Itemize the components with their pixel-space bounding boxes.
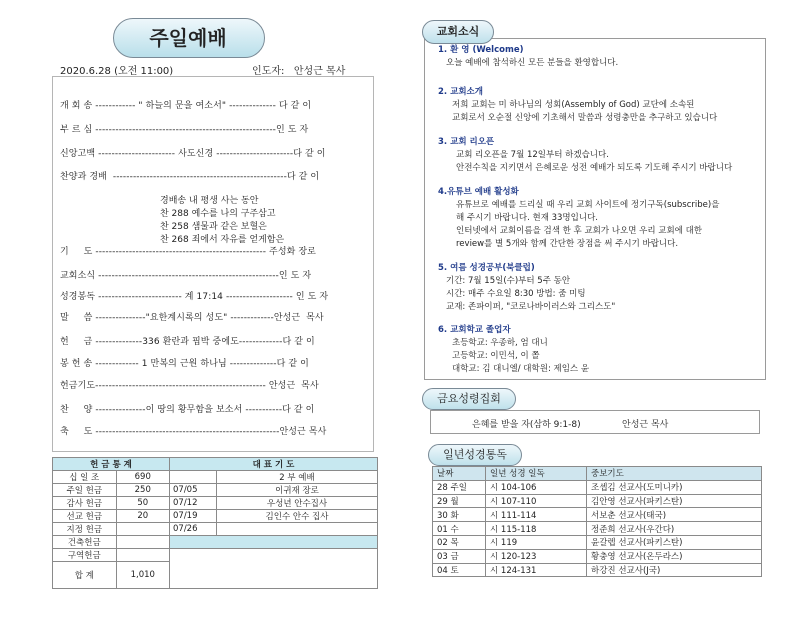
reading-date: 03 금 [433,549,486,563]
news-line: 안전수칙을 지키면서 은혜로운 성전 예배가 되도록 기도해 주시기 바랍니다 [456,163,733,173]
prayer-date: 07/05 [170,484,217,497]
news-line: review를 별 5개와 함께 간단한 장점을 써 주시기 바랍니다. [456,239,679,249]
news-item [438,262,615,314]
reading-date: 29 월 [433,494,486,508]
offering-label: 지정 헌금 [53,523,117,536]
page-title: 주일예배 [149,26,227,50]
prayer-name: 우성년 안수집사 [217,497,378,510]
news-line: 인터넷에서 교회이름을 검색 한 후 교회가 나오면 우리 교회에 대한 [456,226,703,236]
news-item [438,136,732,175]
order-item: 교회소식 ------------------------------------------------------인 도 자 [60,271,312,281]
order-item: 찬 양 ---------------이 땅의 황무함을 보소서 -----------다 같 이 [60,405,315,415]
church-news-title: 교회소식 [422,20,494,44]
service-date: 2020.6.28 (오전 11:00) [60,66,174,77]
friday-service-title: 금요성령집회 [422,388,516,410]
offering-amount: 50 [116,497,169,510]
news-item [438,324,589,376]
table-row [433,480,762,494]
friday-service-text: 은혜를 받을 자(삼하 9:1-8) [472,420,581,430]
reading-date: 01 수 [433,522,486,536]
news-line: 교재: 존파이퍼, "코로나바이러스와 그리스도" [446,302,616,312]
prayer-empty-cell [170,549,378,589]
news-heading: 4.유튜브 예배 활성화 [438,187,519,197]
table-row [433,522,762,536]
offering-amount [116,536,169,549]
reading-passage: 시 107-110 [486,494,587,508]
prayer-name [217,523,378,536]
prayer-empty-cell [170,536,378,549]
prayer-title: 대 표 기 도 [170,458,378,471]
bible-reading-table [432,466,762,577]
reading-passage: 시 104-106 [486,480,587,494]
hymn-item: 찬 288 예수를 나의 구주삼고 [160,209,276,219]
reading-passage: 시 115-118 [486,522,587,536]
order-item: 신앙고백 ----------------------- 사도신경 -----------------------다 같 이 [60,149,326,159]
order-item: 헌금기도--------------------------------------------------- 안성근 목사 [60,381,319,391]
offering-title: 헌 금 통 계 [53,458,170,471]
table-row [433,549,762,563]
news-heading: 6. 교회학교 졸업자 [438,325,511,335]
reading-header: 중보기도 [587,467,762,481]
offering-amount: 250 [116,484,169,497]
church-news [424,38,764,378]
offering-label: 주일 헌금 [53,484,117,497]
news-line: 저희 교회는 미 하나님의 성회(Assembly of God) 교단에 소속된 [452,100,695,110]
reading-prayer: 윤갈렙 선교사(파키스탄) [587,535,762,549]
offering-label: 구역헌금 [53,549,117,562]
reading-passage: 시 124-131 [486,563,587,577]
news-line: 고등학교: 이민석, 이 쫄 [452,351,540,361]
table-row [433,535,762,549]
table-row [433,563,762,577]
offering-prayer-table [52,457,378,589]
news-item [438,44,618,70]
news-line: 해 주시기 바랍니다. 현재 33명입니다. [456,213,598,223]
hymn-item: 찬 268 죄에서 자유를 얻게함은 [160,235,285,245]
order-item: 부 르 심 ------------------------------------------------------인 도 자 [60,125,309,135]
news-line: 시간: 매주 수요일 8:30 방법: 줌 미팅 [446,289,586,299]
service-leader: 인도자: 안성근 목사 [252,66,346,77]
prayer-date [170,471,217,484]
news-heading: 2. 교회소개 [438,87,483,97]
news-line: 오늘 예배에 참석하신 모든 분들을 환영합니다. [446,58,619,68]
reading-header: 일년 성경 일독 [486,467,587,481]
order-item: 말 씀 ---------------"요한계시록의 성도" -------------안성근 목사 [60,313,324,323]
order-item: 개 회 송 ------------ " 하늘의 문을 여소서" -------------- 다 같 이 [60,101,312,111]
order-of-worship [52,76,372,450]
reading-passage: 시 119 [486,535,587,549]
reading-date: 28 주일 [433,480,486,494]
reading-prayer: 김안영 선교사(파키스탄) [587,494,762,508]
prayer-date: 07/12 [170,497,217,510]
friday-service-speaker: 안성근 목사 [622,420,669,430]
table-row [433,508,762,522]
reading-header: 날짜 [433,467,486,481]
bible-reading-title: 일년성경통독 [428,444,522,466]
order-item: 축 도 -------------------------------------------------------안성근 목사 [60,427,327,437]
order-item: 기 도 --------------------------------------------------- 주성화 장로 [60,247,316,257]
order-item: 헌 금 --------------336 환란과 핍박 중에도-------------다 같 이 [60,337,315,347]
news-heading: 1. 환 영 (Welcome) [438,45,524,55]
reading-prayer: 서보춘 선교사(태국) [587,508,762,522]
news-line: 유튜브로 예배를 드리실 때 우리 교회 사이트에 정기구독(subscribe)을 [456,200,720,210]
reading-date: 04 토 [433,563,486,577]
reading-date: 02 목 [433,535,486,549]
news-item [438,86,717,125]
offering-label: 감사 헌금 [53,497,117,510]
offering-amount: 690 [116,471,169,484]
reading-passage: 시 120-123 [486,549,587,563]
news-line: 기간: 7월 15일(수)부터 5주 동안 [446,276,571,286]
reading-passage: 시 111-114 [486,508,587,522]
prayer-date: 07/26 [170,523,217,536]
news-line: 대학교: 김 대니엘/ 대학원: 제임스 윤 [452,364,590,374]
hymn-item: 찬 258 샘물과 같은 보혈은 [160,222,267,232]
news-heading: 3. 교회 리오픈 [438,137,495,147]
reading-prayer: 하강진 선교사(J국) [587,563,762,577]
reading-prayer: 조셉김 선교사(도미니카) [587,480,762,494]
offering-amount [116,523,169,536]
news-line: 교회로서 오순절 신앙에 기초해서 말씀과 성령충만을 추구하고 있습니다 [452,113,718,123]
news-item [438,186,719,251]
offering-amount: 20 [116,510,169,523]
offering-label: 선교 헌금 [53,510,117,523]
prayer-name: 이귀재 장로 [217,484,378,497]
news-heading: 5. 여름 성경공부(북클럽) [438,263,535,273]
reading-prayer: 정준희 선교사(우간다) [587,522,762,536]
news-line: 교회 리오픈을 7월 12일부터 하겠습니다. [456,150,609,160]
news-line: 초등학교: 우종하, 엄 대니 [452,338,548,348]
prayer-date: 07/19 [170,510,217,523]
reading-prayer: 황충영 선교사(온두라스) [587,549,762,563]
order-item: 봉 헌 송 ------------- 1 만복의 근원 하나님 --------------다 같 이 [60,359,309,369]
prayer-name: 2 부 예배 [217,471,378,484]
offering-label: 십 일 조 [53,471,117,484]
hymn-item: 경배송 내 평생 사는 동안 [160,196,259,206]
reading-date: 30 화 [433,508,486,522]
order-item: 찬양과 경배 ----------------------------------------------------다 같 이 [60,172,320,182]
offering-amount [116,549,169,562]
offering-total-label: 합 계 [53,562,117,589]
prayer-name: 김인수 안수 집사 [217,510,378,523]
order-item: 성경봉독 ------------------------- 계 17:14 -------------------- 인 도 자 [60,292,329,302]
offering-label: 건축헌금 [53,536,117,549]
table-row [433,494,762,508]
offering-total: 1,010 [116,562,169,589]
